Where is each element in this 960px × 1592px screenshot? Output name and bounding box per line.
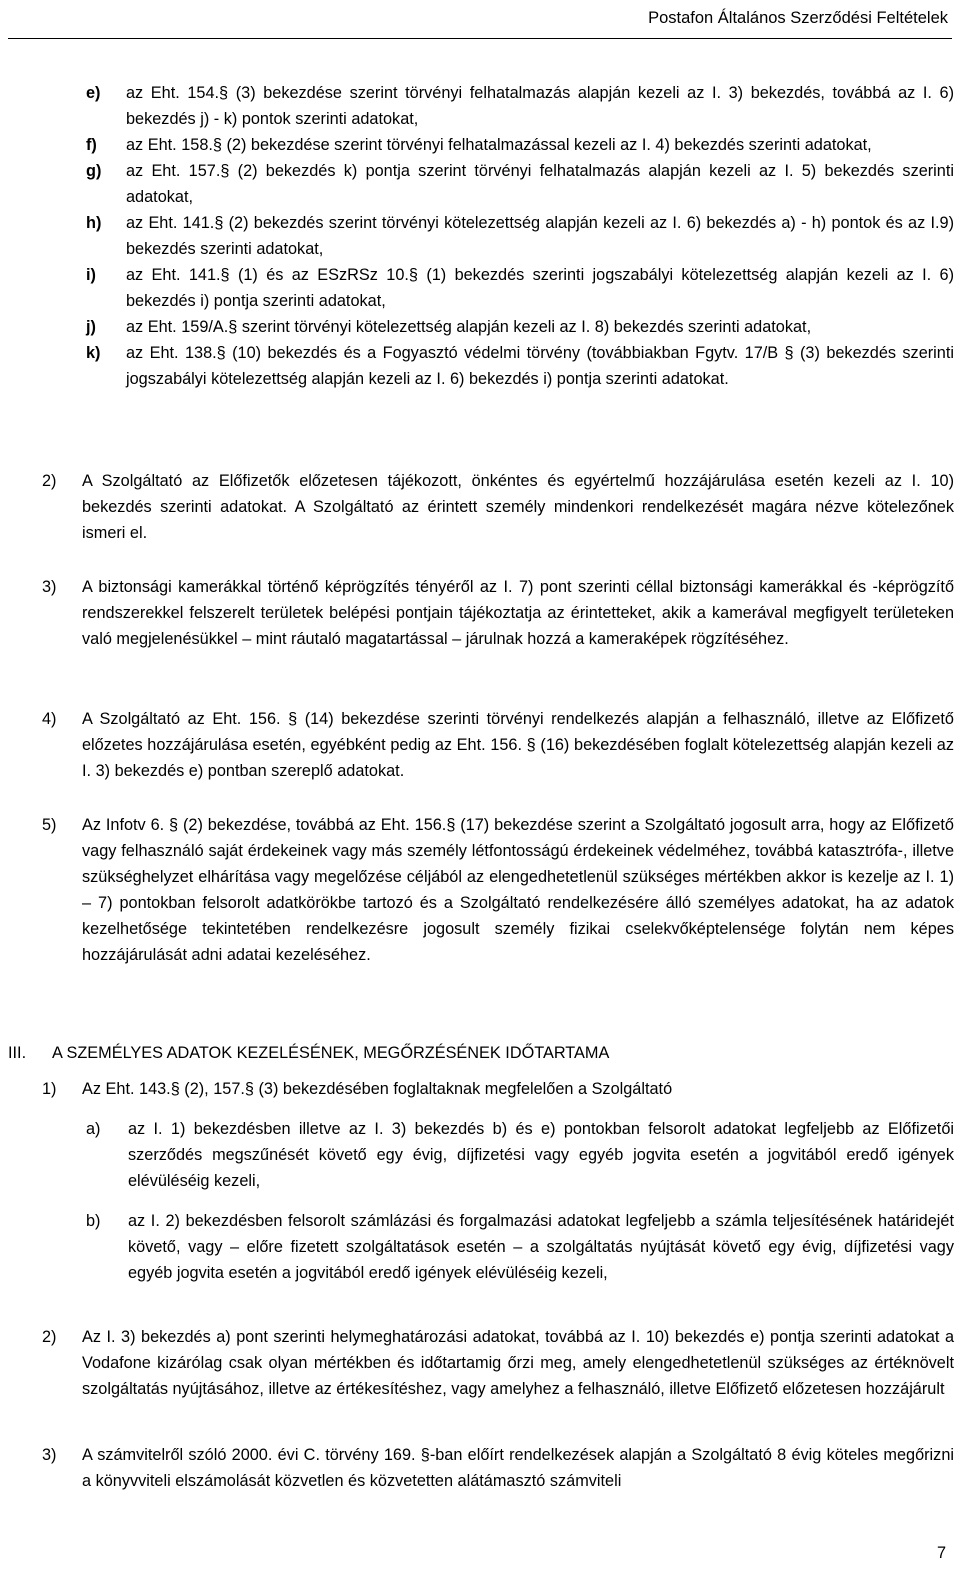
lettered-list [86,80,954,392]
paragraph-2: 2) A Szolgáltató az Előfizetők előzetesen tájékozott, önkéntes és egyértelmű hozzájárulása esetén kezeli az I. 10) bekezdés szerinti adatokat. A Szolgáltató az érintett személy mindenkori rendelkezését magára nézve kötelezőnek ismeri el. [42,472,954,542]
list-item: f) az Eht. 158.§ (2) bekezdése szerint törvényi felhatalmazással kezeli az I. 4) bekezdés szerinti adatokat, [86,136,872,154]
header-divider [8,38,952,39]
list-item: e) az Eht. 154.§ (3) bekezdése szerint törvényi felhatalmazás alapján kezeli az I. 3) bekezdés, továbbá az I. 6) bekezdés j) - k) pontok szerinti adatokat, [86,84,954,128]
list-item: i) az Eht. 141.§ (1) és az ESzRSz 10.§ (1) bekezdés szerinti jogszabályi kötelezettség alapján kezeli az I. 6) bekezdés i) pontja szerinti adatokat, [86,266,954,310]
section-title: A SZEMÉLYES ADATOK KEZELÉSÉNEK, MEGŐRZÉSÉNEK IDŐTARTAMA [52,1044,610,1062]
list-item: g) az Eht. 157.§ (2) bekezdés k) pontja szerint törvényi felhatalmazás alapján kezeli az I. 5) bekezdés szerinti adatokat, [86,162,954,206]
sub-item-b: b) az I. 2) bekezdésben felsorolt számlázási és forgalmazási adatokat legfeljebb a számla teljesítésének határidejét követő, vagy – előre fizetett szolgáltatások esetén – a szolgáltatás nyújtását követő egy évig, díjfizetési vagy egyéb jogvita esetén a jogvitából eredő igények elévüléséig kezeli, [86,1212,954,1282]
page-header [0,0,960,43]
paragraph-3: 3) A biztonsági kamerákkal történő képrögzítés tényéről az I. 7) pont szerinti céllal biztonsági kamerákkal és -képrögzítő rendszerekkel felszerelt területek belépési pontjain tájékoztatja az érintetteket, akik a kamerával megfigyelt területeken való megjelenésükkel – mint ráutaló magatartással – járulnak hozzá a kameraképek rögzítéséhez. [42,578,954,648]
section-paragraph-1: 1) Az Eht. 143.§ (2), 157.§ (3) bekezdésében foglaltaknak megfelelően a Szolgáltató [42,1080,673,1098]
list-item: k) az Eht. 138.§ (10) bekezdés és a Fogyasztó védelmi törvény (továbbiakban Fgytv. 17/B § (3) bekezdés szerinti jogszabályi kötelezettség alapján kezeli az I. 6) bekezdés i) pontja szerinti adatokat. [86,344,954,388]
paragraph-5: 5) Az Infotv 6. § (2) bekezdése, továbbá az Eht. 156.§ (17) bekezdése szerint a Szolgáltató jogosult arra, hogy az Előfizető vagy felhasználó saját érdekeinek vagy más személy létfontosságú érdekeinek védelméhez, továbbá katasztrófa-, illetve szükséghelyzet elhárítása vagy megelőzése céljából az elengedhetetlenül szükséges mértékben akkor is kezelje az I. 1) – 7) pontokban felsorolt adatkörökbe tartozó és a Szolgáltató rendelkezésére álló személyes adatokat, ha az adatok kezelhetősége tekintetében rendelkezésre jogosult személy fizikai cselekvőképtelensége folytán nem képes hozzájárulását adni adatai kezeléséhez. [42,816,954,964]
page-number: 7 [936,1544,946,1562]
list-item: j) az Eht. 159/A.§ szerint törvényi kötelezettség alapján kezeli az I. 8) bekezdés szerinti adatokat, [86,318,812,336]
sub-item-a: a) az I. 1) bekezdésben illetve az I. 3) bekezdés b) és e) pontokban felsorolt adatokat legfeljebb az Előfizetői szerződés megszűnését követő egy évig, díjfizetési vagy egyéb jogvita esetén a jogvitából eredő igények elévüléséig kezeli, [86,1120,954,1190]
section-paragraph-2: 2) Az I. 3) bekezdés a) pont szerinti helymeghatározási adatokat, továbbá az I. 10) bekezdés e) pontja szerinti adatokat a Vodafone kizárólag csak olyan mértékben és időtartamig őrzi meg, amely elengedhetetlenül szükséges az értéknövelt szolgáltatás nyújtásához, illetve az értékesítéshez, vagy amelyhez a felhasználó, illetve Előfizető előzetesen hozzájárult [42,1328,954,1398]
paragraph-4: 4) A Szolgáltató az Eht. 156. § (14) bekezdése szerinti törvényi rendelkezés alapján a felhasználó, illetve az Előfizető előzetes hozzájárulása esetén, egyébként pedig az Eht. 156. § (16) bekezdésében foglalt kötelezettség alapján kezeli az I. 3) bekezdés e) pontban szereplő adatokat. [42,710,954,780]
list-item: h) az Eht. 141.§ (2) bekezdés szerint törvényi kötelezettség alapján kezeli az I. 6) bekezdés a) - h) pontok és az I.9) bekezdés szerinti adatokat, [86,214,954,258]
section-heading: III. A SZEMÉLYES ADATOK KEZELÉSÉNEK, MEGŐRZÉSÉNEK IDŐTARTAMA [8,1040,948,1066]
section-paragraph-3: 3) A számvitelről szóló 2000. évi C. törvény 169. §-ban előírt rendelkezések alapján a Szolgáltató 8 évig köteles megőrizni a könyvviteli elszámolását közvetlen és közvetetten alátámasztó számviteli [42,1446,954,1490]
document-title: Postafon Általános Szerződési Feltételek [648,9,948,27]
